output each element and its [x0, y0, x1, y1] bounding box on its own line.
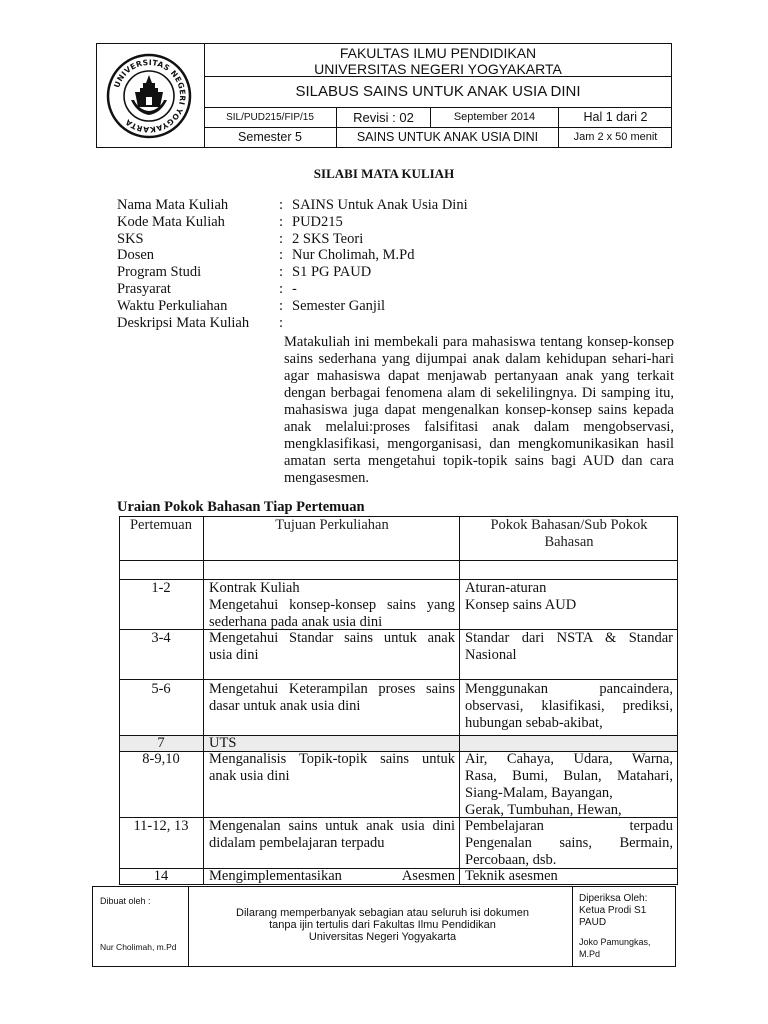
info-colon: :	[279, 231, 284, 247]
topic-cell: Aturan-aturan Konsep sains AUD	[465, 580, 577, 613]
meeting-cell: 14	[153, 868, 169, 884]
faculty-name: FAKULTAS ILMU PENDIDIKAN	[339, 45, 537, 61]
info-label: Prasyarat	[117, 281, 171, 297]
objective-cell: UTS	[209, 735, 237, 751]
info-value: SAINS Untuk Anak Usia Dini	[292, 197, 468, 213]
info-label: Kode Mata Kuliah	[117, 214, 225, 230]
meeting-cell: 3-4	[151, 630, 171, 646]
topic-cell: Menggunakan pancaindera, observasi, klasifikasi, prediksi, hubungan sebab-akibat,	[465, 681, 673, 731]
header-meeting: Pertemuan	[129, 517, 192, 533]
info-colon: :	[279, 281, 284, 297]
university-name: UNIVERSITAS NEGERI YOGYAKARTA	[314, 61, 562, 77]
info-colon: :	[279, 298, 284, 314]
objective-cell: Kontrak Kuliah Mengetahui konsep-konsep sains yang sederhana pada anak usia dini	[209, 580, 455, 630]
topic-cell: Pembelajaran terpadu Pengenalan sains, Bermain, Percobaan, dsb.	[465, 818, 673, 868]
checked-by: Diperiksa Oleh: Ketua Prodi S1 PAUD	[579, 893, 648, 928]
objective-cell: Mengenalan sains untuk anak usia dini didalam pembelajaran terpadu	[209, 818, 455, 851]
info-value: -	[292, 281, 297, 297]
objective-cell: Mengimplementasikan Asesmen	[209, 868, 455, 884]
document-code: SIL/PUD215/FIP/15	[204, 108, 337, 128]
meeting-cell: 11-12, 13	[133, 818, 189, 834]
info-label: Nama Mata Kuliah	[117, 197, 229, 213]
university-logo	[97, 44, 205, 147]
info-value: 2 SKS Teori	[292, 231, 364, 247]
meeting-cell: 7	[157, 735, 165, 751]
objective-cell: Menganalisis Topik-topik sains untuk anak usia dini	[209, 751, 455, 784]
revision: Revisi : 02	[337, 108, 431, 128]
info-label: Dosen	[117, 247, 155, 263]
info-value: S1 PG PAUD	[292, 264, 372, 280]
objective-cell: Mengetahui Standar sains untuk anak usia dini	[209, 630, 455, 663]
topics-table	[119, 516, 678, 885]
course-name: SAINS UNTUK ANAK USIA DINI	[337, 128, 559, 148]
course-description: Matakuliah ini membekali para mahasiswa tentang konsep-konsep sains sederhana yang dijumpai anak dalam kehidupan sehari-hari agar mahasiswa dapat menjawab pertanyaan anak yang terkait dengan berbagai fenomena alam di sekelilingnya. Di samping itu, mahasiswa juga dapat mengenalkan konsep-konsep sains kepada anak melalui:proses falsifitasi anak dalam mengobservasi, mengklasifikasi, mengorganisasi, dan mengkomunikasikan hasil amatan serta mengetahui topik-topik sains bagi AUD dan cara mengasesmen.	[284, 334, 674, 486]
info-colon: :	[279, 197, 284, 213]
info-value: Semester Ganjil	[292, 298, 386, 314]
svg-text:UNIVERSITAS NEGERI YOGYAKARTA: UNIVERSITAS NEGERI YOGYAKARTA	[112, 57, 188, 135]
meeting-cell: 8-9,10	[142, 751, 180, 767]
document-header	[96, 43, 672, 148]
document-footer	[92, 886, 676, 967]
info-colon: :	[279, 264, 284, 280]
info-value: PUD215	[292, 214, 343, 230]
page-number: Hal 1 dari 2	[559, 108, 672, 128]
info-colon: :	[279, 247, 284, 263]
info-value: Nur Cholimah, M.Pd	[292, 247, 415, 263]
document-title: SILABI MATA KULIAH	[313, 166, 455, 181]
issue-date: September 2014	[431, 108, 559, 128]
copyright-notice: Dilarang memperbanyak sebagian atau seluruh isi dokumen tanpa ijin tertulis dari Fakultas Ilmu Pendidikan Universitas Negeri Yogyakarta	[236, 907, 529, 943]
info-label: Deskripsi Mata Kuliah	[117, 315, 250, 331]
faculty-heading	[204, 44, 672, 77]
header-topic: Pokok Bahasan/Sub Pokok Bahasan	[490, 517, 648, 550]
meeting-cell: 5-6	[151, 681, 171, 697]
made-by-label: Dibuat oleh :	[100, 896, 151, 906]
meeting-cell: 1-2	[151, 580, 171, 596]
topic-cell: Standar dari NSTA & Standar Nasional	[465, 630, 673, 663]
uny-seal-icon	[105, 53, 193, 139]
semester: Semester 5	[204, 128, 337, 148]
info-label: Waktu Perkuliahan	[117, 298, 228, 314]
made-by-name: Nur Cholimah, m.Pd	[100, 942, 177, 952]
header-objective: Tujuan Perkuliahan	[275, 517, 389, 533]
info-colon: :	[279, 214, 284, 230]
objective-cell: Mengetahui Keterampilan proses sains dasar untuk anak usia dini	[209, 681, 455, 714]
syllabus-title: SILABUS SAINS UNTUK ANAK USIA DINI	[204, 77, 672, 108]
topic-cell: Teknik asesmen	[465, 868, 558, 884]
info-label: SKS	[117, 231, 144, 247]
checker-name: Joko Pamungkas, M.Pd	[579, 937, 651, 959]
topic-cell: Air, Cahaya, Udara, Warna, Rasa, Bumi, Bulan, Matahari, Siang-Malam, Bayangan, Gerak, Tumbuhan, Hewan,	[465, 751, 673, 818]
info-colon: :	[279, 315, 284, 331]
table-title: Uraian Pokok Bahasan Tiap Pertemuan	[117, 499, 365, 515]
hours: Jam 2 x 50 menit	[573, 131, 658, 143]
info-label: Program Studi	[117, 264, 202, 280]
